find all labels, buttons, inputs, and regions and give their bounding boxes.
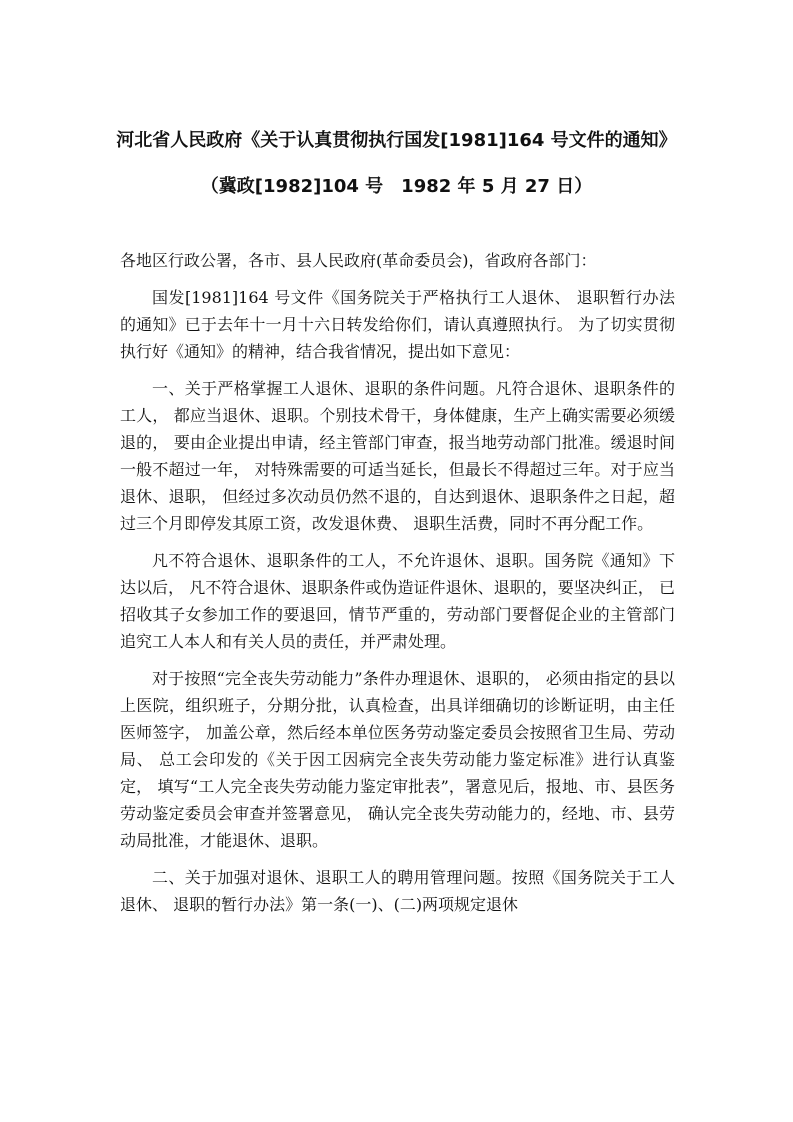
paragraph-section-1-continued: 凡不符合退休、退职条件的工人，不允许退休、退职。国务院《通知》下达以后， 凡不符合退休、退职条件或伪造证件退休、退职的，要坚决纠正， 已招收其子女参加工作的要退回，情节严重的，劳动部门要督促企业的主管部门追究工人本人和有关人员的责任，并严肃处理。 xyxy=(120,551,675,651)
document-title: 河北省人民政府《关于认真贯彻执行国发[1981]164 号文件的通知》 xyxy=(116,130,677,151)
salutation: 各地区行政公署，各市、县人民政府(革命委员会)，省政府各部门： xyxy=(120,251,597,270)
document-subtitle: （冀政[1982]104 号 1982 年 5 月 27 日） xyxy=(200,176,593,197)
paragraph-section-1: 一、关于严格掌握工人退休、退职的条件问题。凡符合退休、退职条件的工人， 都应当退休、退职。个别技术骨干，身体健康，生产上确实需要必须缓退的， 要由企业提出申请，经主管部门审查，报当地劳动部门批准。缓退时间一般不超过一年， 对特殊需要的可适当延长，但最长不得超过三年。对于应当退休、退职， 但经过多次动员仍然不退的，自达到退休、退职条件之日起，超过三个月即停发其原工资，改发退休费、 退职生活费，同时不再分配工作。 xyxy=(120,379,675,533)
paragraph-disability-criteria: 对于按照“完全丧失劳动能力”条件办理退休、退职的， 必须由指定的县以上医院，组织班子，分期分批，认真检查，出具详细确切的诊断证明，由主任医师签字， 加盖公章，然后经本单位医务劳动鉴定委员会按照省卫生局、劳动局、 总工会印发的《关于因工因病完全丧失劳动能力鉴定标准》进行认真鉴定， 填写“工人完全丧失劳动能力鉴定审批表”，署意见后，报地、市、县医务劳动鉴定委员会审查并签署意见， 确认完全丧失劳动能力的，经地、市、县劳动局批准，才能退休、退职。 xyxy=(120,669,675,850)
paragraph-intro: 国发[1981]164 号文件《国务院关于严格执行工人退休、 退职暂行办法的通知》已于去年十一月十六日转发给你们，请认真遵照执行。 为了切实贯彻执行好《通知》的精神，结合我省情况，提出如下意见： xyxy=(120,288,675,361)
paragraph-section-2: 二、关于加强对退休、退职工人的聘用管理问题。按照《国务院关于工人退休、 退职的暂行办法》第一条(一)、(二)两项规定退休 xyxy=(120,868,675,914)
document-body xyxy=(120,247,675,928)
